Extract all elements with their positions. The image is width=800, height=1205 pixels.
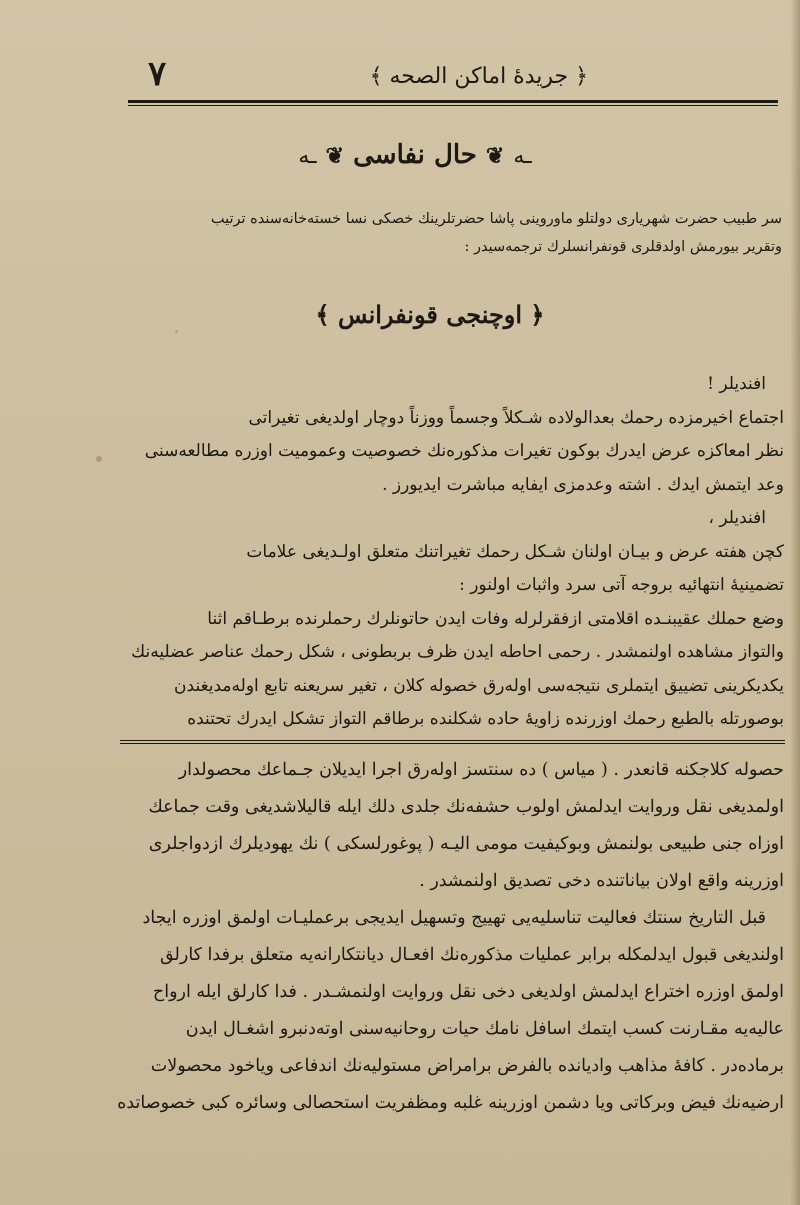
text-line: اولندیغی قبول ایدلمكله برابر عملیات مذكوره‌نك افعـال دیانتكارانه‌یه متعلق برفدا كارلق <box>159 945 784 965</box>
text-line: عالیه‌یه مقـارنت كسب ایتمك اسافل نامك حیات روحانیه‌سنی اوته‌دنبرو اشغـال ایدن <box>185 1019 784 1039</box>
text-line: وعد ایتمش ایدك . اشته وعدمزی ایفایه مباشرت ایدیورز . <box>382 474 784 495</box>
intro-line: سر طبيب حضرت شهرياری دولتلو ماوروینی پاشا حضرتلرینك خصكی نسا خسته‌خانه‌سنده ترتیب <box>210 211 782 227</box>
intro-note <box>112 205 782 261</box>
text-line: اولمدیغی نقل وروایت ایدلمش اولوب حشفه‌نك جلدی دلك ایله قالیلاشدیغی وقت جماعك <box>148 797 784 817</box>
text-line: كچن هفته عرض و بیـان اولنان شـكل رحمك تغیراتنك متعلق اولـدیغی علامات <box>246 541 784 562</box>
ornament-dash-left: ـه <box>298 144 317 169</box>
text-line: ارضیه‌نك فیض وبركاتی ویا دشمن اوزرینه غلبه ومظفریت استحصالی وسائره كبی خصوصاتده <box>117 1093 784 1113</box>
paper-spot <box>96 456 102 462</box>
text-line: یكدیكرینی تضییق ایتملری نتیجه‌سی اوله‌رق خصوله كلان ، تغیر سریعنه تابع اوله‌مدیغندن <box>174 675 784 696</box>
section-title-text: حال نفاسى <box>353 140 477 170</box>
text-line: بوصورتله بالطبع رحمك اوزرنده زاویهٔ حاده شكلنده برطاقم التواز تشكل ایدرك تحتنده <box>187 709 784 729</box>
text-line: اوزاه جنی طبیعی بولنمش وبوكیفیت مومی الیـه ( پوغورلسكی ) نك یهودیلرك ازدواجلری <box>148 834 784 854</box>
intro-line: وتقریر بیورمش اولدقلری قونفرانسلرك ترجمه‌سیدر : <box>464 239 782 255</box>
fleuron-ornament-icon: ❦ <box>325 143 345 169</box>
text-line: برماده‌در . كافهٔ مذاهب وادیانده بالفرض برامراض مستولیه‌نك اندفاعی ویاخود محصولات <box>150 1056 784 1076</box>
text-line: قبل التاریخ سنتك فعالیت تناسلیه‌یی تهییج وتسهیل ایدیجی برعملیـات اولمق اوزره ایجاد <box>142 908 766 928</box>
text-line: افندیلر ! <box>707 374 766 394</box>
running-title: ﴿ جريدهٔ اماكن الصحه ﴾ <box>369 64 588 89</box>
column-divider-rule <box>120 740 785 744</box>
body-text-bottom <box>110 752 784 1122</box>
ornament-dash-right: ـه <box>513 144 532 169</box>
text-line: اولمق اوزره اختراع ایدلمش اولدیغی دخی نقل وروایت اولنمشـدر . فدا كارلق ایله ارواح <box>152 982 784 1002</box>
page-number: ٧ <box>148 54 167 94</box>
page-header <box>128 54 778 102</box>
body-text-top <box>110 368 784 737</box>
text-line: افندیلر ، <box>708 508 766 528</box>
conference-title: ﴿ اوچنجی قونفرانس ﴾ <box>315 300 545 329</box>
text-line: والتواز مشاهده اولنمشدر . رحمی احاطه ایدن ظرف بربطونی ، شكل رحمك عناصر عضلیه‌نك <box>131 642 784 662</box>
text-line: وضع حملك عقیبنـده اقلامتی ازفقرلرله وفات ایدن حاتونلرك رحملرنده برطـاقم اثنا <box>207 608 784 629</box>
text-line: اجتماع اخیرمزده رحمك بعدالولاده شـكلاً وجسماً ووزناً دوچار اولدیغی تغیراتی <box>248 407 784 428</box>
text-line: حصوله كلاجكنه قانعدر . ( میاس ) ده سنتسز اوله‌رق اجرا ایدیلان جـماعك محصولدار <box>178 760 784 780</box>
page-edge-shadow <box>790 0 800 1205</box>
paper-spot <box>175 330 178 333</box>
section-title <box>250 140 580 184</box>
fleuron-ornament-icon: ❦ <box>485 143 505 169</box>
text-line: نظر امعاكزه عرض ایدرك بوكون تغیرات مذكوره‌نك خصوصیت وعمومیت اوزره مطالعه‌سنی <box>144 441 784 461</box>
text-line: اوزرینه واقع اولان بیاناتنده دخی تصدیق اولنمشدر . <box>419 871 784 891</box>
text-line: تضمینیهٔ انتهائیه بروجه آتی سرد واثبات اولنور : <box>459 575 784 595</box>
header-rule <box>128 100 778 106</box>
